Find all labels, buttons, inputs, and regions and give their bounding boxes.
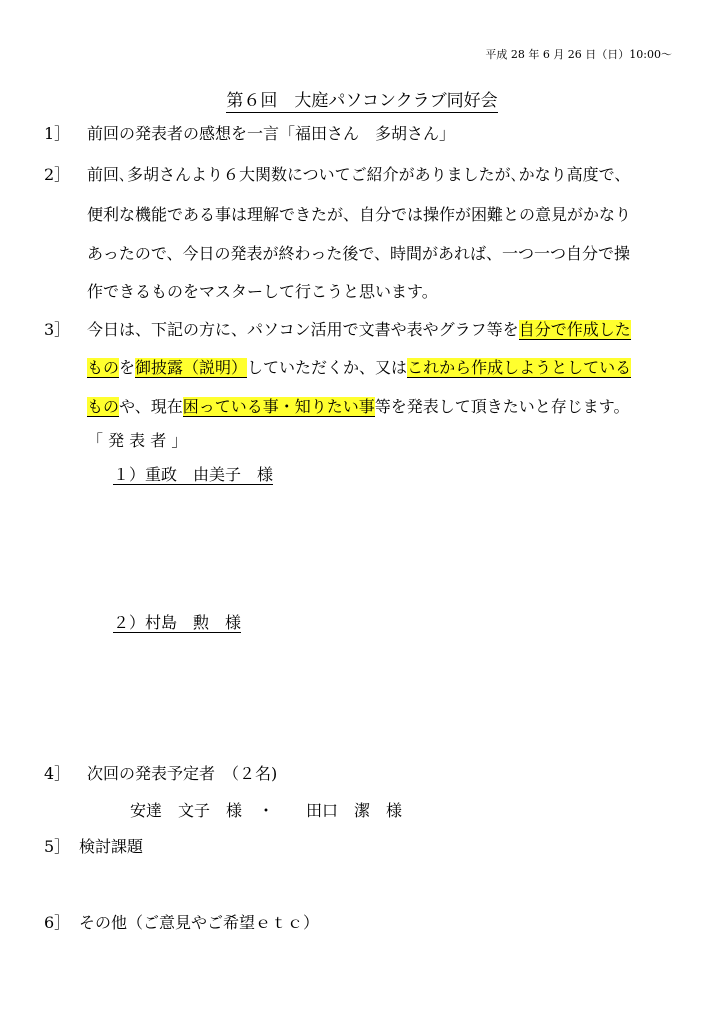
item5-text: 検討課題 <box>79 837 144 856</box>
item6-number: 6］ <box>44 913 71 932</box>
item4-number: 4］ <box>44 764 71 783</box>
item2-line-1: 前回､多胡さんより６大関数についてご紹介がありましたが､かなり高度で、 <box>87 165 631 184</box>
item3-line-1 <box>87 318 631 342</box>
item3-line-1-text: 今日は、下記の方に、パソコン活用で文書や表やグラフ等を <box>87 320 519 339</box>
document-title-text: 第６回 大庭パソコンクラブ同好会 <box>226 91 498 111</box>
item4-text: 次回の発表予定者 （２名) <box>87 764 278 783</box>
presenter-2-name: ２）村島 勲 様 <box>113 613 242 632</box>
highlight-self-made-1: 自分で作成した <box>518 320 631 339</box>
item3-line-3 <box>87 395 629 419</box>
meeting-date: 平成 28 年 6 月 26 日（日）10:00～ <box>485 48 672 61</box>
next-presenters-names: 安達 文子 様 ・ 田口 潔 様 <box>130 801 403 820</box>
item2-line-2: 便利な機能である事は理解できたが、自分では操作が困難との意見がかなり <box>87 205 632 224</box>
item5-number: 5］ <box>44 837 71 856</box>
item3-line-2 <box>87 356 631 380</box>
item3-number: 3］ <box>44 320 71 339</box>
item3-line-2-text-b: していただくか、又は <box>247 358 408 377</box>
item2-line-4: 作できるものをマスターして行こうと思います。 <box>87 282 438 301</box>
highlight-presentation: 御披露（説明） <box>135 358 248 377</box>
item2-line-3: あったので、今日の発表が終わった後で、時間があれば、一つ一つ自分で操 <box>87 244 631 263</box>
highlight-planned-2: もの <box>87 397 120 416</box>
highlight-planned-1: これから作成しようとしている <box>407 358 632 377</box>
item3-line-3-text-a: や、現在 <box>119 397 183 416</box>
highlight-self-made-2: もの <box>87 358 120 377</box>
item1-number: 1］ <box>44 124 71 143</box>
presenter-1-name: １）重政 由美子 様 <box>113 465 274 484</box>
item1-text: 前回の発表者の感想を一言「福田さん 多胡さん」 <box>87 124 456 143</box>
presenter-1 <box>113 463 273 487</box>
highlight-troubles: 困っている事・知りたい事 <box>182 397 375 416</box>
document-title <box>0 86 724 111</box>
item2-number: 2］ <box>44 165 71 184</box>
item3-line-2-text-a: を <box>119 358 136 377</box>
presenter-2 <box>113 611 241 635</box>
presenters-heading: 「 発 表 者 」 <box>87 431 188 450</box>
item6-text: その他（ご意見やご希望ｅｔｃ） <box>79 913 320 932</box>
item3-line-3-text-b: 等を発表して頂きたいと存じます。 <box>374 397 630 416</box>
